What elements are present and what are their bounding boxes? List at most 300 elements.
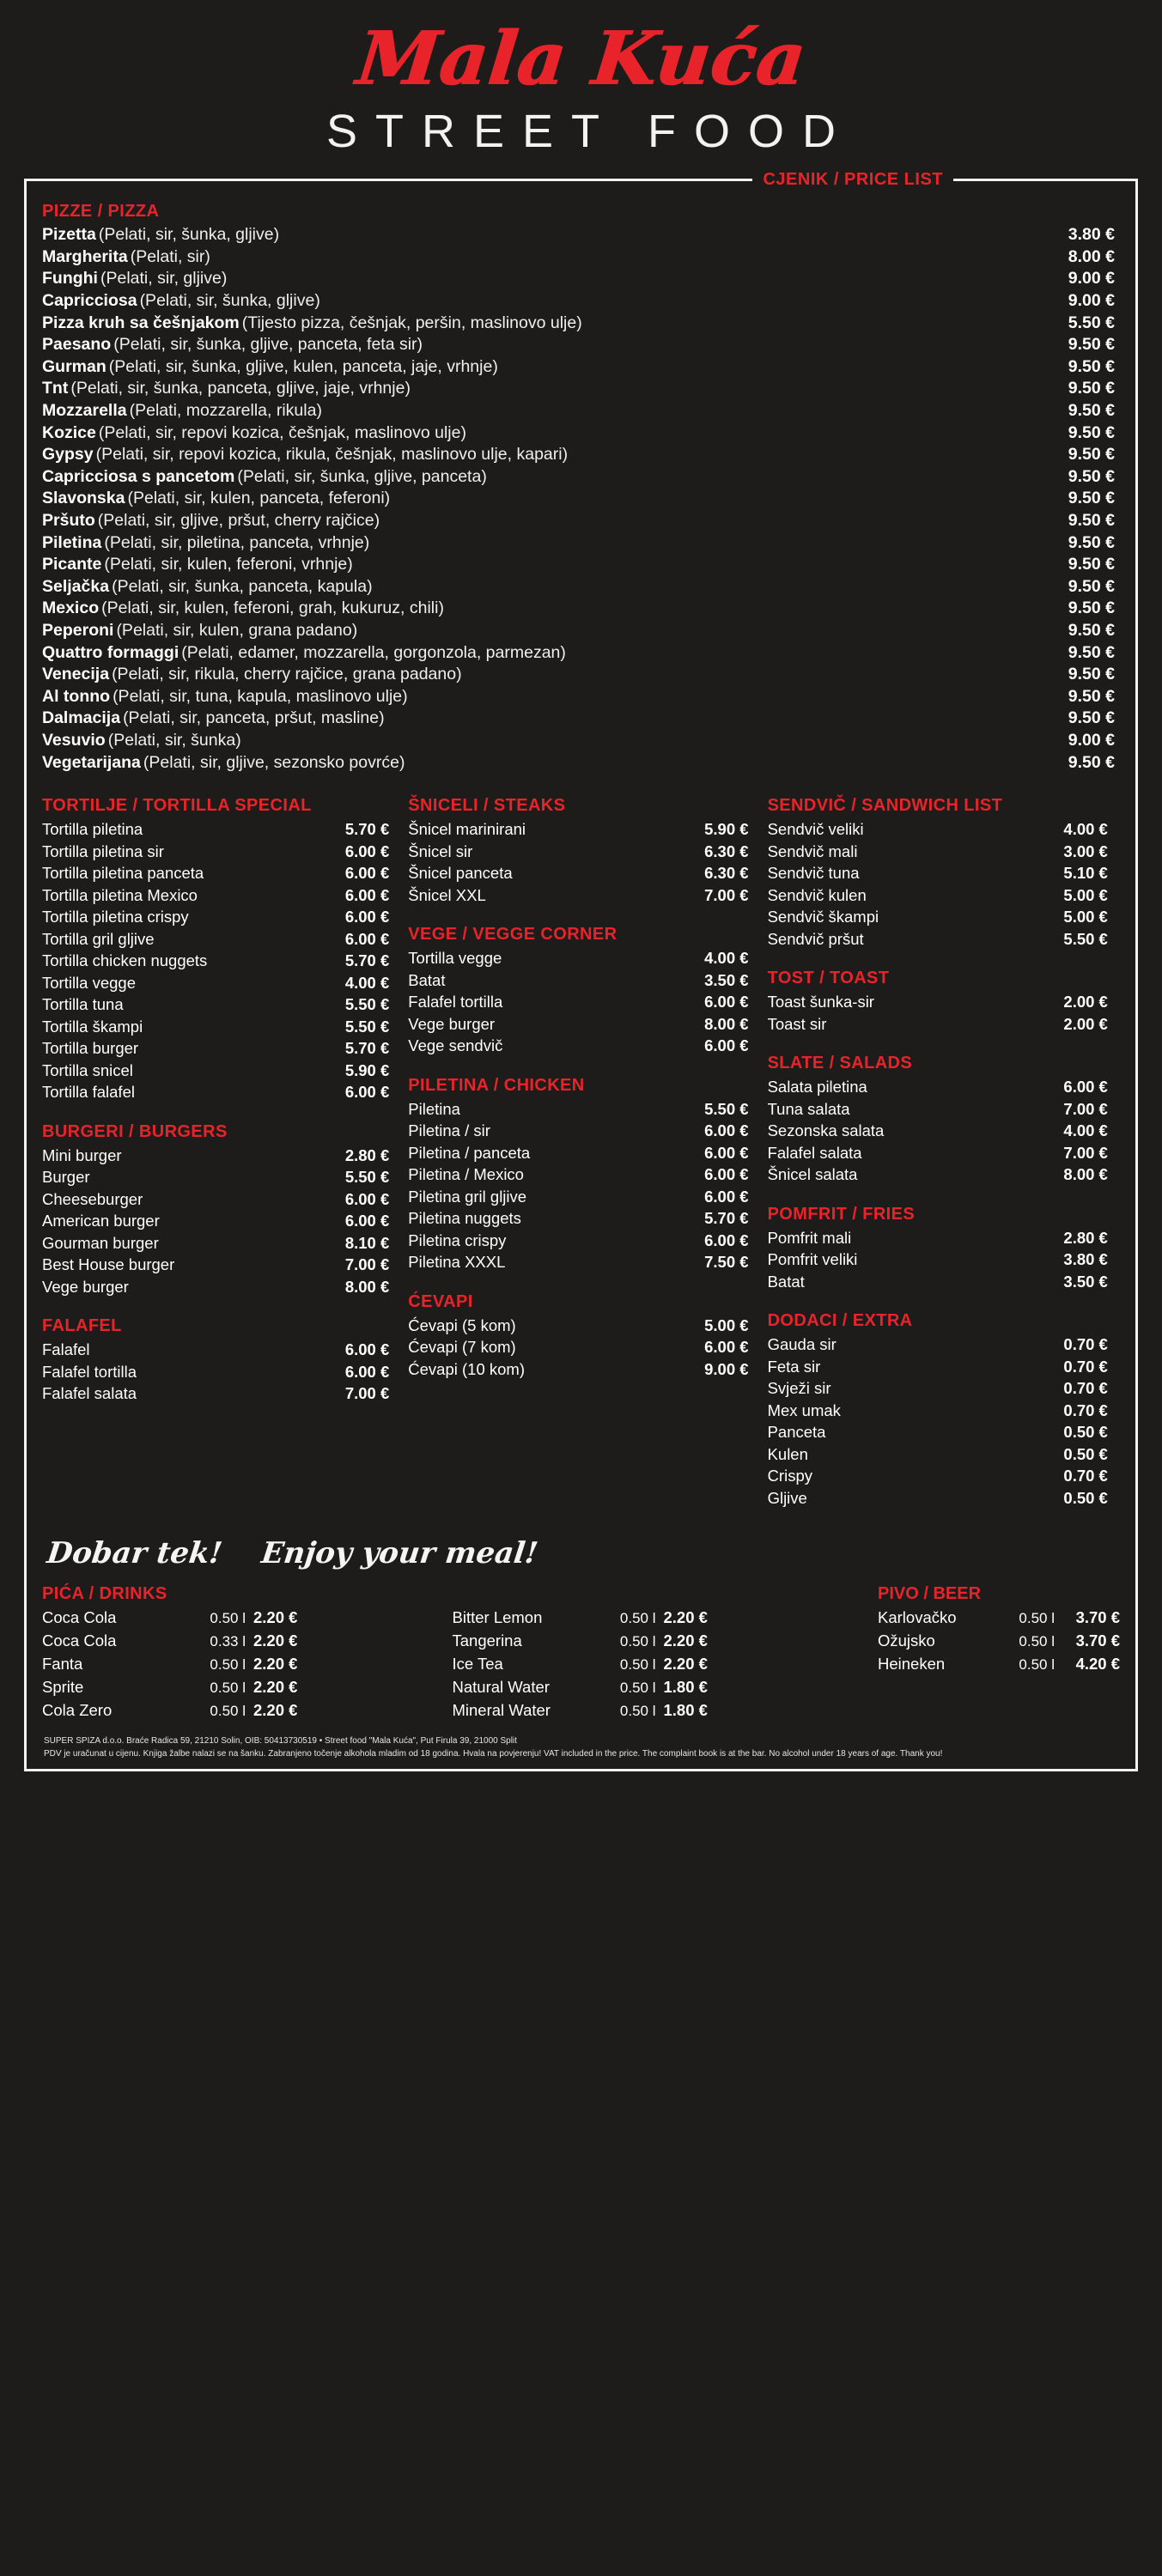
pizza-price: 9.50 €	[1068, 356, 1115, 376]
menu-item-name: Tortilla piletina	[42, 820, 143, 839]
pizza-row	[42, 313, 1120, 335]
drink-name: Natural Water	[452, 1678, 550, 1697]
menu-item-price: 0.70 €	[1063, 1357, 1108, 1376]
menu-item-name: Gourman burger	[42, 1233, 159, 1252]
menu-item-row	[768, 1076, 1108, 1098]
pizza-description: (Pelati, sir, šunka, gljive)	[139, 291, 320, 311]
pizza-row	[42, 752, 1120, 775]
drink-row	[453, 1699, 863, 1722]
pizza-description: (Pelati, sir, kulen, feferoni, vrhnje)	[104, 555, 353, 574]
pizza-name: Tnt	[42, 379, 69, 398]
menu-item-row	[42, 862, 389, 884]
section-heading: FALAFEL	[42, 1316, 122, 1336]
pizza-price: 9.50 €	[1068, 532, 1115, 552]
drink-price: 2.20 €	[253, 1631, 298, 1650]
menu-item-price: 4.00 €	[1063, 820, 1108, 839]
menu-item-price: 7.00 €	[1063, 1143, 1108, 1162]
menu-item-name: Mini burger	[42, 1145, 122, 1164]
drinks-area	[42, 1584, 1120, 1722]
menu-group	[768, 1054, 1108, 1186]
menu-item-row	[42, 993, 389, 1016]
menu-item-row	[408, 841, 748, 863]
drink-price: 2.20 €	[663, 1655, 708, 1674]
menu-item-name: Tortilla vegge	[408, 949, 502, 968]
pizza-row	[42, 488, 1120, 510]
pizza-name: Vesuvio	[42, 730, 106, 750]
menu-column-2	[401, 796, 760, 1528]
pizza-row	[42, 532, 1120, 555]
menu-item-price: 5.70 €	[344, 951, 390, 970]
pizza-description: (Pelati, sir, gljive)	[100, 269, 228, 289]
divider-rule-right	[953, 179, 1138, 181]
drink-row	[453, 1653, 863, 1676]
menu-item-row	[42, 1081, 389, 1103]
menu-item-name: Crispy	[767, 1467, 812, 1485]
menu-item-price: 3.00 €	[1063, 841, 1108, 860]
pizza-price: 9.00 €	[1068, 269, 1115, 289]
pizza-row	[42, 224, 1120, 246]
pizza-name: Seljačka	[42, 576, 110, 596]
menu-group	[408, 925, 748, 1057]
pizza-row	[42, 444, 1120, 466]
menu-item-price: 5.10 €	[1063, 864, 1108, 883]
pizza-price: 9.50 €	[1068, 598, 1115, 618]
pizza-name: Pizetta	[42, 225, 96, 245]
pizza-row	[42, 576, 1120, 598]
menu-item-row	[768, 1227, 1108, 1249]
menu-item-row	[768, 1142, 1108, 1164]
pizza-description: (Pelati, sir, šunka, gljive, panceta)	[237, 466, 487, 486]
section-pizza	[42, 202, 1120, 774]
pizza-name: Venecija	[42, 665, 110, 684]
menu-item-price: 6.00 €	[344, 1340, 390, 1359]
menu-item-name: Tortilla piletina crispy	[42, 908, 189, 927]
pizza-description: (Pelati, sir, šunka, panceta, kapula)	[112, 576, 373, 596]
menu-item-row	[408, 1336, 748, 1358]
section-heading: TORTILJE / TORTILLA SPECIAL	[42, 796, 312, 816]
menu-item-price: 2.80 €	[344, 1145, 390, 1164]
drink-row	[42, 1630, 453, 1653]
menu-item-price: 2.00 €	[1063, 993, 1108, 1012]
menu-item-name: Šnicel panceta	[408, 864, 513, 883]
menu-item-price: 0.70 €	[1063, 1379, 1108, 1398]
pizza-description: (Tijesto pizza, češnjak, peršin, maslinovo ulje)	[241, 313, 582, 332]
price-list-divider	[24, 170, 1138, 190]
drink-name: Fanta	[42, 1655, 83, 1674]
drink-volume: 0.50 l	[210, 1610, 246, 1627]
menu-item-name: Vege burger	[42, 1277, 129, 1296]
menu-item-row	[768, 1120, 1108, 1142]
menu-item-row	[42, 1254, 389, 1276]
section-heading-beer: PIVO / BEER	[878, 1584, 982, 1604]
menu-item-row	[42, 1232, 389, 1255]
menu-item-name: Sendvič škampi	[767, 908, 879, 927]
menu-item-row	[768, 1400, 1108, 1422]
pizza-description: (Pelati, sir, tuna, kapula, maslinovo ulje)	[113, 686, 408, 706]
menu-item-name: Falafel	[42, 1340, 90, 1359]
pizza-name: Gurman	[42, 356, 106, 376]
menu-item-name: Pomfrit mali	[767, 1228, 852, 1247]
drink-volume: 0.50 l	[210, 1680, 246, 1697]
pizza-name: Vegetarijana	[42, 752, 141, 772]
menu-item-row	[42, 1145, 389, 1167]
drink-row	[453, 1607, 863, 1630]
menu-item-price: 6.00 €	[704, 1121, 749, 1140]
menu-item-row	[768, 1098, 1108, 1121]
menu-item-name: Šnicel marinirani	[408, 820, 526, 839]
menu-item-row	[42, 1016, 389, 1038]
menu-item-name: Falafel tortilla	[42, 1362, 137, 1381]
pizza-name: Paesano	[42, 335, 112, 355]
pizza-row	[42, 510, 1120, 532]
menu-group	[408, 1076, 748, 1273]
menu-item-price: 8.00 €	[704, 1014, 749, 1033]
menu-item-name: Gljive	[767, 1488, 807, 1507]
menu-item-price: 5.50 €	[344, 1168, 390, 1187]
menu-item-row	[768, 991, 1108, 1013]
pizza-description: (Pelati, sir, repovi kozica, rikula, češnjak, maslinovo ulje, kapari)	[95, 445, 569, 465]
menu-item-row	[42, 1361, 389, 1383]
menu-item-row	[768, 906, 1108, 928]
menu-item-row	[768, 884, 1108, 907]
menu-item-price: 5.90 €	[704, 820, 749, 839]
menu-item-price: 5.50 €	[344, 995, 390, 1014]
pizza-description: (Pelati, sir)	[130, 246, 210, 266]
menu-item-name: Piletina crispy	[408, 1230, 507, 1249]
drink-volume: 0.33 l	[210, 1633, 246, 1650]
pizza-description: (Pelati, sir, šunka, gljive, kulen, panceta, jaje, vrhnje)	[108, 356, 498, 376]
menu-item-price: 4.00 €	[344, 973, 390, 992]
menu-group	[768, 1205, 1108, 1293]
menu-column-1	[42, 796, 401, 1528]
pizza-description: (Pelati, sir, panceta, pršut, masline)	[123, 708, 385, 728]
menu-item-name: Tortilla vegge	[42, 973, 137, 992]
menu-item-row	[768, 841, 1108, 863]
pizza-row	[42, 466, 1120, 489]
pizza-description: (Pelati, sir, šunka, gljive)	[98, 225, 280, 245]
menu-item-price: 0.50 €	[1063, 1444, 1108, 1463]
pizza-name: Mexico	[42, 598, 100, 618]
section-heading: BURGERI / BURGERS	[42, 1121, 228, 1141]
pizza-price: 5.50 €	[1068, 313, 1115, 332]
pizza-name: Peperoni	[42, 620, 114, 640]
drinks-column-right	[453, 1607, 863, 1722]
menu-item-row	[42, 1166, 389, 1188]
drink-name: Ice Tea	[452, 1655, 503, 1674]
menu-item-name: Best House burger	[42, 1255, 175, 1274]
drink-volume: 0.50 l	[210, 1656, 246, 1674]
menu-item-name: Ćevapi (5 kom)	[408, 1315, 516, 1334]
beer-name: Karlovačko	[878, 1608, 957, 1627]
drink-row	[42, 1607, 453, 1630]
menu-item-name: Piletina / panceta	[408, 1143, 531, 1162]
menu-columns	[42, 796, 1120, 1528]
menu-item-price: 5.70 €	[704, 1209, 749, 1228]
pizza-description: (Pelati, sir, šunka, gljive, panceta, feta sir)	[113, 335, 423, 355]
drink-volume: 0.50 l	[619, 1633, 656, 1650]
menu-item-price: 5.00 €	[1063, 908, 1108, 927]
section-heading: SENDVIČ / SANDWICH LIST	[767, 796, 1003, 816]
menu-item-price: 5.90 €	[344, 1060, 390, 1079]
pizza-name: Pizza kruh sa češnjakom	[42, 313, 240, 332]
menu-item-price: 0.50 €	[1063, 1423, 1108, 1442]
pizza-price: 9.50 €	[1068, 665, 1115, 684]
pizza-name: Slavonska	[42, 489, 125, 508]
menu-item-price: 6.00 €	[704, 1165, 749, 1184]
menu-item-name: Piletina gril gljive	[408, 1187, 527, 1206]
drink-name: Mineral Water	[452, 1701, 551, 1720]
menu-item-name: Tortilla burger	[42, 1039, 139, 1058]
pizza-name: Piletina	[42, 532, 102, 552]
menu-item-name: Salata piletina	[767, 1078, 867, 1097]
menu-item-price: 6.00 €	[344, 1212, 390, 1230]
pizza-description: (Pelati, sir, gljive, sezonsko povrće)	[143, 752, 405, 772]
menu-column-3	[761, 796, 1120, 1528]
pizza-description: (Pelati, sir, šunka, panceta, gljive, jaje, vrhnje)	[70, 379, 411, 398]
drink-price: 2.20 €	[663, 1608, 708, 1627]
menu-item-name: Piletina nuggets	[408, 1209, 521, 1228]
menu-item-name: Tortilla tuna	[42, 995, 124, 1014]
menu-group	[42, 1316, 389, 1405]
pizza-row	[42, 664, 1120, 686]
menu-item-row	[768, 1487, 1108, 1510]
brand-script-logo: Mala Kuća	[352, 15, 810, 102]
menu-item-price: 4.00 €	[704, 949, 749, 968]
pizza-price: 9.50 €	[1068, 335, 1115, 355]
drink-row	[42, 1676, 453, 1699]
menu-item-row	[42, 928, 389, 951]
beer-row	[878, 1607, 1120, 1630]
menu-item-price: 3.50 €	[1063, 1272, 1108, 1291]
menu-item-name: Piletina XXXL	[408, 1253, 506, 1272]
beer-price: 4.20 €	[1075, 1655, 1120, 1674]
pizza-row	[42, 246, 1120, 269]
drinks-column-left	[42, 1607, 453, 1722]
pizza-row	[42, 554, 1120, 576]
pizza-description: (Pelati, sir, gljive, pršut, cherry rajčice)	[97, 511, 380, 531]
pizza-price: 9.00 €	[1068, 291, 1115, 311]
pizza-price: 9.50 €	[1068, 489, 1115, 508]
menu-item-name: Svježi sir	[767, 1379, 831, 1398]
drink-volume: 0.50 l	[619, 1610, 656, 1627]
pizza-name: Capricciosa	[42, 291, 137, 311]
beer-volume: 0.50 l	[1019, 1656, 1055, 1674]
menu-item-name: Sendvič kulen	[767, 885, 867, 904]
menu-item-price: 8.00 €	[1063, 1165, 1108, 1184]
menu-item-price: 0.70 €	[1063, 1467, 1108, 1485]
menu-item-price: 9.00 €	[704, 1359, 749, 1378]
drink-name: Sprite	[42, 1678, 84, 1697]
menu-item-row	[768, 862, 1108, 884]
menu-item-price: 7.50 €	[704, 1253, 749, 1272]
menu-item-name: Sendvič tuna	[767, 864, 860, 883]
pizza-price: 9.50 €	[1068, 555, 1115, 574]
menu-item-name: Cheeseburger	[42, 1189, 143, 1208]
menu-item-price: 6.00 €	[344, 1189, 390, 1208]
pizza-price: 9.50 €	[1068, 576, 1115, 596]
menu-item-price: 6.00 €	[344, 929, 390, 948]
menu-item-name: Falafel salata	[767, 1143, 862, 1162]
menu-item-price: 3.50 €	[704, 970, 749, 989]
pizza-description: (Pelati, sir, piletina, panceta, vrhnje)	[104, 532, 370, 552]
menu-item-name: Panceta	[767, 1423, 826, 1442]
drink-row	[42, 1653, 453, 1676]
drink-price: 1.80 €	[663, 1678, 708, 1697]
pizza-price: 9.50 €	[1068, 708, 1115, 728]
legal-footer	[44, 1735, 1120, 1760]
menu-item-row	[408, 1013, 748, 1036]
menu-item-row	[768, 1249, 1108, 1271]
menu-item-price: 6.00 €	[344, 908, 390, 927]
pizza-row	[42, 642, 1120, 665]
menu-item-name: Šnicel sir	[408, 841, 473, 860]
menu-item-price: 0.70 €	[1063, 1335, 1108, 1354]
menu-item-price: 6.00 €	[1063, 1078, 1108, 1097]
menu-group	[768, 969, 1108, 1035]
pizza-row	[42, 268, 1120, 290]
drink-price: 2.20 €	[253, 1701, 298, 1720]
section-drinks	[42, 1584, 862, 1722]
thanks-en: Enjoy your meal!	[259, 1536, 540, 1571]
menu-item-row	[42, 818, 389, 841]
menu-item-row	[768, 1443, 1108, 1466]
menu-item-row	[408, 884, 748, 907]
beer-price: 3.70 €	[1075, 1608, 1120, 1627]
pizza-name: Dalmacija	[42, 708, 121, 728]
section-heading: SLATE / SALADS	[767, 1054, 913, 1073]
menu-item-name: Tortilla chicken nuggets	[42, 951, 208, 970]
beer-volume: 0.50 l	[1019, 1633, 1055, 1650]
menu-item-price: 6.00 €	[344, 841, 390, 860]
price-list-label: CJENIK / PRICE LIST	[763, 170, 943, 190]
menu-item-price: 6.00 €	[344, 885, 390, 904]
pizza-row	[42, 290, 1120, 313]
menu-item-row	[408, 969, 748, 992]
menu-item-price: 5.50 €	[344, 1017, 390, 1036]
pizza-description: (Pelati, sir, šunka)	[107, 730, 241, 750]
pizza-price: 9.50 €	[1068, 620, 1115, 640]
menu-item-row	[42, 1210, 389, 1232]
drink-volume: 0.50 l	[619, 1656, 656, 1674]
menu-item-name: Sendvič veliki	[767, 820, 864, 839]
menu-item-name: Tortilla gril gljive	[42, 929, 155, 948]
menu-item-name: Ćevapi (7 kom)	[408, 1338, 516, 1357]
pizza-row	[42, 334, 1120, 356]
menu-item-row	[408, 991, 748, 1013]
pizza-name: Capricciosa s pancetom	[42, 466, 235, 486]
pizza-name: Pršuto	[42, 511, 95, 531]
menu-item-price: 8.10 €	[344, 1233, 390, 1252]
menu-item-name: Šnicel salata	[767, 1165, 858, 1184]
menu-item-price: 5.50 €	[704, 1099, 749, 1118]
menu-item-price: 7.00 €	[704, 885, 749, 904]
menu-item-name: Toast šunka-sir	[767, 993, 874, 1012]
menu-item-row	[768, 1013, 1108, 1036]
menu-item-price: 6.00 €	[704, 1143, 749, 1162]
footer-company-line: SUPER SPIZA d.o.o. Braće Radica 59, 21210 Solin, OIB: 50413730519 • Street food "Mala Kuća", Put Firula 39, 21000 Split	[44, 1736, 517, 1747]
drink-row	[42, 1699, 453, 1722]
menu-item-row	[768, 1356, 1108, 1378]
drink-row	[453, 1676, 863, 1699]
menu-item-name: Piletina / Mexico	[408, 1165, 524, 1184]
section-beer	[862, 1584, 1120, 1722]
menu-item-row	[408, 1098, 748, 1121]
menu-item-row	[408, 1186, 748, 1208]
pizza-row	[42, 356, 1120, 379]
menu-item-price: 4.00 €	[1063, 1121, 1108, 1140]
pizza-description: (Pelati, sir, kulen, feferoni, grah, kukuruz, chili)	[101, 598, 444, 618]
menu-item-name: Tortilla škampi	[42, 1017, 143, 1036]
drink-name: Coca Cola	[42, 1631, 117, 1650]
menu-item-row	[408, 1142, 748, 1164]
menu-item-row	[768, 1377, 1108, 1400]
menu-item-row	[408, 862, 748, 884]
section-heading: VEGE / VEGGE CORNER	[408, 925, 618, 945]
pizza-description: (Pelati, edamer, mozzarella, gorgonzola, parmezan)	[181, 642, 566, 662]
beer-price: 3.70 €	[1075, 1631, 1120, 1650]
menu-item-price: 5.50 €	[1063, 929, 1108, 948]
drink-volume: 0.50 l	[619, 1703, 656, 1720]
drink-name: Bitter Lemon	[452, 1608, 543, 1627]
menu-item-name: Tortilla piletina panceta	[42, 864, 204, 883]
menu-group	[408, 1292, 748, 1381]
pizza-row	[42, 730, 1120, 752]
menu-group	[768, 796, 1108, 950]
menu-item-row	[408, 1230, 748, 1252]
brand-subtitle: STREET FOOD	[325, 106, 855, 158]
beer-volume: 0.50 l	[1019, 1610, 1055, 1627]
footer-legal-line: PDV je uračunat u cijenu. Knjiga žalbe nalazi se na šanku. Zabranjeno točenje alkohola mladim od 18 godina. Hvala na povjerenju! VAT included in the price. The complaint book is at the bar. No alcohol under 18 years of age. Thank you!	[44, 1749, 943, 1759]
pizza-price: 8.00 €	[1068, 246, 1115, 266]
drink-volume: 0.50 l	[619, 1680, 656, 1697]
pizza-name: Picante	[42, 555, 102, 574]
pizza-row	[42, 708, 1120, 730]
menu-group	[768, 1311, 1108, 1509]
menu-item-price: 6.00 €	[704, 1338, 749, 1357]
menu-item-price: 7.00 €	[344, 1384, 390, 1403]
menu-item-name: Piletina	[408, 1099, 460, 1118]
menu-item-row	[42, 1276, 389, 1298]
pizza-row	[42, 620, 1120, 642]
menu-item-name: Gauda sir	[767, 1335, 837, 1354]
menu-item-name: Burger	[42, 1168, 90, 1187]
pizza-description: (Pelati, sir, rikula, cherry rajčice, grana padano)	[112, 665, 462, 684]
drink-name: Coca Cola	[42, 1608, 117, 1627]
menu-item-row	[768, 818, 1108, 841]
pizza-price: 9.00 €	[1068, 730, 1115, 750]
pizza-row	[42, 422, 1120, 445]
pizza-row	[42, 378, 1120, 400]
menu-item-row	[408, 1163, 748, 1186]
pizza-row	[42, 400, 1120, 422]
menu-item-name: Vege sendvič	[408, 1036, 503, 1055]
menu-item-name: Falafel tortilla	[408, 993, 503, 1012]
menu-item-name: Falafel salata	[42, 1384, 137, 1403]
menu-item-row	[42, 1060, 389, 1082]
menu-item-row	[42, 841, 389, 863]
menu-item-row	[42, 884, 389, 907]
pizza-price: 9.50 €	[1068, 511, 1115, 531]
drink-price: 2.20 €	[253, 1655, 298, 1674]
thank-you-message	[46, 1536, 1122, 1571]
menu-item-price: 6.00 €	[704, 1230, 749, 1249]
pizza-name: Quattro formaggi	[42, 642, 179, 662]
menu-item-row	[42, 972, 389, 994]
menu-item-price: 8.00 €	[344, 1277, 390, 1296]
thanks-hr: Dobar tek!	[45, 1536, 225, 1571]
menu-item-name: Ćevapi (10 kom)	[408, 1359, 525, 1378]
menu-item-row	[768, 1465, 1108, 1487]
